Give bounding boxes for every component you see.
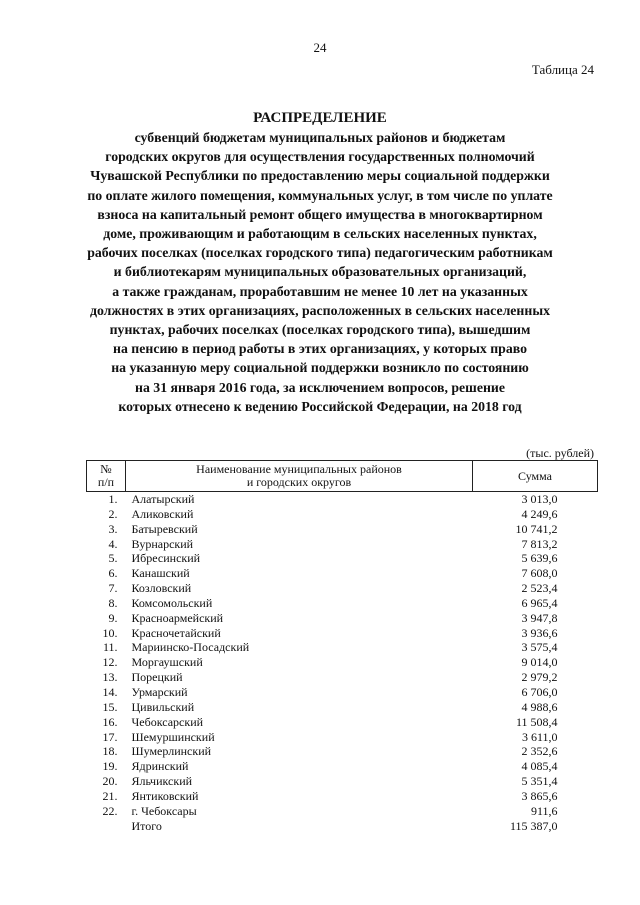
row-number: 3. xyxy=(108,521,118,536)
table-row xyxy=(87,611,598,626)
table-row xyxy=(87,640,598,655)
table-row xyxy=(87,492,598,507)
units-label: (тыс. рублей) xyxy=(526,446,594,460)
title-line: доме, проживающим и работающим в сельских населенных пунктах, xyxy=(103,226,537,242)
title-line: рабочих поселках (поселках городского типа) педагогическим работникам xyxy=(87,245,553,261)
title-line: городских округов для осуществления государственных полномочий xyxy=(105,149,535,165)
header-name xyxy=(126,461,473,492)
row-number: 9. xyxy=(108,610,118,625)
row-name: Комсомольский xyxy=(131,595,213,610)
row-sum: 10 741,2 xyxy=(515,521,558,536)
row-name: Урмарский xyxy=(131,684,188,699)
row-number: 1. xyxy=(108,492,118,506)
title-line: Чувашской Республики по предоставлению меры социальной поддержки xyxy=(90,168,550,184)
row-name: Мариинско-Посадский xyxy=(131,640,250,655)
row-name: Моргаушский xyxy=(131,655,203,670)
row-name: Цивильский xyxy=(131,699,195,714)
total-label: Итого xyxy=(131,818,162,833)
row-number: 7. xyxy=(108,581,118,596)
row-number: 14. xyxy=(102,684,118,699)
row-sum: 2 523,4 xyxy=(521,581,558,596)
title-line: а также гражданам, проработавшим не менее 10 лет на указанных xyxy=(112,283,528,299)
table-row xyxy=(87,596,598,611)
page-number: 24 xyxy=(313,40,327,55)
row-name: Порецкий xyxy=(131,670,183,685)
row-name: Чебоксарский xyxy=(131,714,204,729)
row-name: Шумерлинский xyxy=(131,744,212,759)
table-row xyxy=(87,700,598,715)
row-name: Красноармейский xyxy=(131,610,224,625)
header-number-line1: № xyxy=(100,462,112,476)
table-row xyxy=(87,581,598,596)
row-number: 6. xyxy=(108,566,118,581)
row-sum: 5 639,6 xyxy=(521,551,558,566)
title-line: на 31 января 2016 года, за исключением вопросов, решение xyxy=(135,379,505,395)
row-name: Шемуршинский xyxy=(131,729,215,744)
header-name-line1: Наименование муниципальных районов xyxy=(196,462,402,476)
row-sum: 7 813,2 xyxy=(521,536,558,551)
table-row xyxy=(87,551,598,566)
table-row xyxy=(87,715,598,730)
row-name: Аликовский xyxy=(131,506,194,521)
title-line: на пенсию в период работы в этих организациях, у которых право xyxy=(113,341,527,357)
table-row xyxy=(87,730,598,745)
header-sum: Сумма xyxy=(473,461,598,492)
table-row xyxy=(87,774,598,789)
row-sum: 6 706,0 xyxy=(521,684,558,699)
table-row xyxy=(87,626,598,641)
header-number xyxy=(87,461,126,492)
total-row xyxy=(87,819,598,834)
row-name: Канашский xyxy=(131,566,190,581)
row-name: Алатырский xyxy=(131,492,195,506)
title-line: по оплате жилого помещения, коммунальных услуг, в том числе по уплате xyxy=(87,187,553,203)
row-sum: 2 979,2 xyxy=(521,670,558,685)
row-sum: 3 936,6 xyxy=(521,625,558,640)
row-number: 15. xyxy=(102,699,118,714)
title-line: субвенций бюджетам муниципальных районов и бюджетам xyxy=(134,130,506,145)
header-number-line2: п/п xyxy=(97,475,115,489)
row-sum: 2 352,6 xyxy=(521,744,558,759)
table-row xyxy=(87,537,598,552)
row-name: Батыревский xyxy=(131,521,198,536)
row-sum: 9 014,0 xyxy=(521,655,558,670)
row-sum: 3 865,6 xyxy=(521,788,558,803)
title-main: РАСПРЕДЕЛЕНИЕ xyxy=(253,110,387,126)
row-sum: 3 947,8 xyxy=(521,610,558,625)
table-row xyxy=(87,789,598,804)
row-name: Вурнарский xyxy=(131,536,194,551)
table-row xyxy=(87,685,598,700)
title-line: которых отнесено к ведению Российской Федерации, на 2018 год xyxy=(118,398,522,414)
title-line: на указанную меру социальной поддержки возникло по состоянию xyxy=(111,360,529,376)
row-number: 18. xyxy=(102,744,118,759)
row-name: Ядринский xyxy=(131,759,189,774)
row-number: 22. xyxy=(102,803,118,818)
total-sum: 115 387,0 xyxy=(509,818,558,833)
row-number: 21. xyxy=(102,788,118,803)
row-sum: 5 351,4 xyxy=(521,774,558,789)
row-number: 8. xyxy=(108,595,118,610)
row-number: 2. xyxy=(108,506,118,521)
table-header-row xyxy=(87,461,598,492)
row-number: 19. xyxy=(102,759,118,774)
table-row xyxy=(87,566,598,581)
title-line: взноса на капитальный ремонт общего имущества в многоквартирном xyxy=(97,206,543,222)
row-sum: 3 013,0 xyxy=(521,492,558,506)
row-number: 11. xyxy=(102,640,118,655)
row-sum: 3 575,4 xyxy=(521,640,558,655)
title-line: пунктах, рабочих поселках (поселках городского типа), вышедшим xyxy=(109,322,531,338)
row-number: 10. xyxy=(102,625,118,640)
row-number: 16. xyxy=(102,714,118,729)
table-row xyxy=(87,522,598,537)
title-line: и библиотекарям муниципальных образовательных организаций, xyxy=(113,264,527,280)
total-number xyxy=(87,819,126,834)
row-number: 17. xyxy=(102,729,118,744)
row-sum: 4 988,6 xyxy=(521,699,558,714)
row-number: 13. xyxy=(102,670,118,685)
row-sum: 4 085,4 xyxy=(521,759,558,774)
row-sum: 7 608,0 xyxy=(521,566,558,581)
row-number: 20. xyxy=(102,774,118,789)
table-row xyxy=(87,744,598,759)
table-row xyxy=(87,655,598,670)
row-sum: 4 249,6 xyxy=(521,506,558,521)
row-sum: 11 508,4 xyxy=(515,714,558,729)
row-name: г. Чебоксары xyxy=(131,803,197,818)
row-name: Козловский xyxy=(131,581,192,596)
title-line: должностях в этих организациях, расположенных в сельских населенных xyxy=(89,302,551,318)
distribution-table xyxy=(86,460,598,833)
row-number: 5. xyxy=(108,551,118,566)
header-name-line2: и городских округов xyxy=(246,475,352,489)
table-row xyxy=(87,507,598,522)
table-row xyxy=(87,804,598,819)
document-title xyxy=(60,109,580,416)
row-sum: 6 965,4 xyxy=(521,595,558,610)
table-label: Таблица 24 xyxy=(531,62,594,77)
table-row xyxy=(87,670,598,685)
row-name: Яльчикский xyxy=(131,774,193,789)
row-name: Янтиковский xyxy=(131,788,199,803)
row-name: Красночетайский xyxy=(131,625,221,640)
row-name: Ибресинский xyxy=(131,551,201,566)
row-number: 4. xyxy=(108,536,118,551)
row-sum: 911,6 xyxy=(530,803,558,818)
row-number: 12. xyxy=(102,655,118,670)
table-row xyxy=(87,759,598,774)
row-sum: 3 611,0 xyxy=(521,729,558,744)
